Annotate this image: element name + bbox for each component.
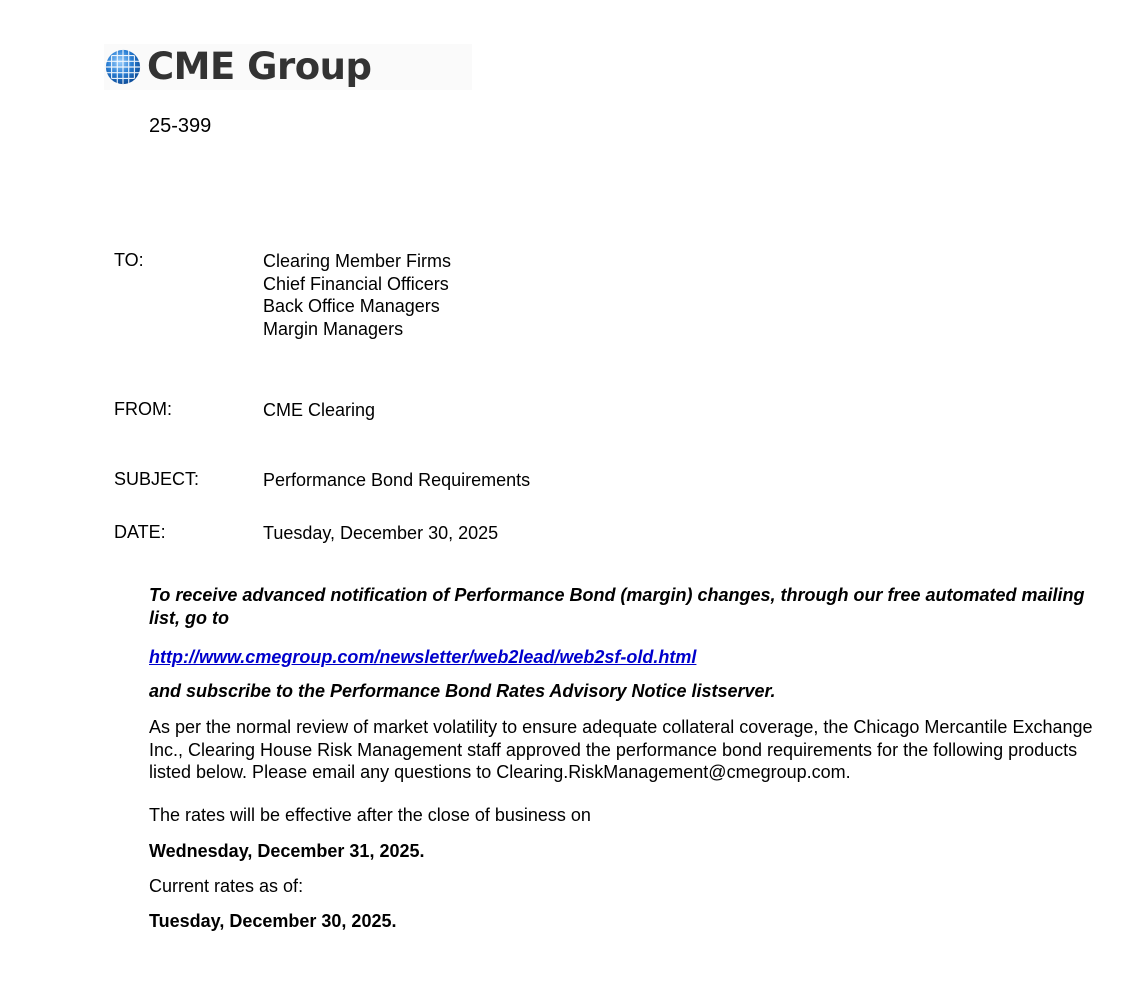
current-rates-date: Tuesday, December 30, 2025. [149, 911, 397, 931]
recipient-item: Chief Financial Officers [263, 273, 449, 294]
date-value: Tuesday, December 30, 2025 [263, 523, 499, 543]
to-recipients [263, 250, 451, 340]
document-number: 25-399 [149, 115, 212, 137]
logo-text: CME Group [147, 45, 372, 88]
subject-label: SUBJECT: [114, 469, 200, 489]
recipient-item: Back Office Managers [263, 296, 440, 316]
cme-group-logo [104, 44, 472, 90]
review-paragraph: As per the normal review of market volatility to ensure adequate collateral coverage, the Chicago Mercantile Exchange Inc., Clearing House Risk Management staff approved the performance bond requirements for the following products listed below. Please email any questions to Clearing.RiskManagement@cmegroup.com. [149, 717, 1093, 782]
recipient-item: Clearing Member Firms [263, 251, 452, 271]
notification-text: To receive advanced notification of Performance Bond (margin) changes, through our free automated mailing list, go to [149, 585, 1085, 628]
subscribe-text: and subscribe to the Performance Bond Rates Advisory Notice listserver. [149, 681, 776, 701]
globe-icon [104, 48, 142, 86]
newsletter-link[interactable]: http://www.cmegroup.com/newsletter/web2lead/web2sf-old.html [149, 647, 697, 667]
current-rates-text: Current rates as of: [149, 876, 304, 896]
to-label: TO: [114, 250, 144, 270]
subject-value: Performance Bond Requirements [263, 470, 531, 490]
recipient-item: Margin Managers [263, 318, 404, 339]
link-line [149, 646, 1109, 669]
from-value: CME Clearing [263, 400, 376, 420]
date-label: DATE: [114, 522, 166, 542]
effective-date: Wednesday, December 31, 2025. [149, 841, 425, 861]
from-label: FROM: [114, 399, 172, 419]
effective-text: The rates will be effective after the close of business on [149, 805, 591, 825]
